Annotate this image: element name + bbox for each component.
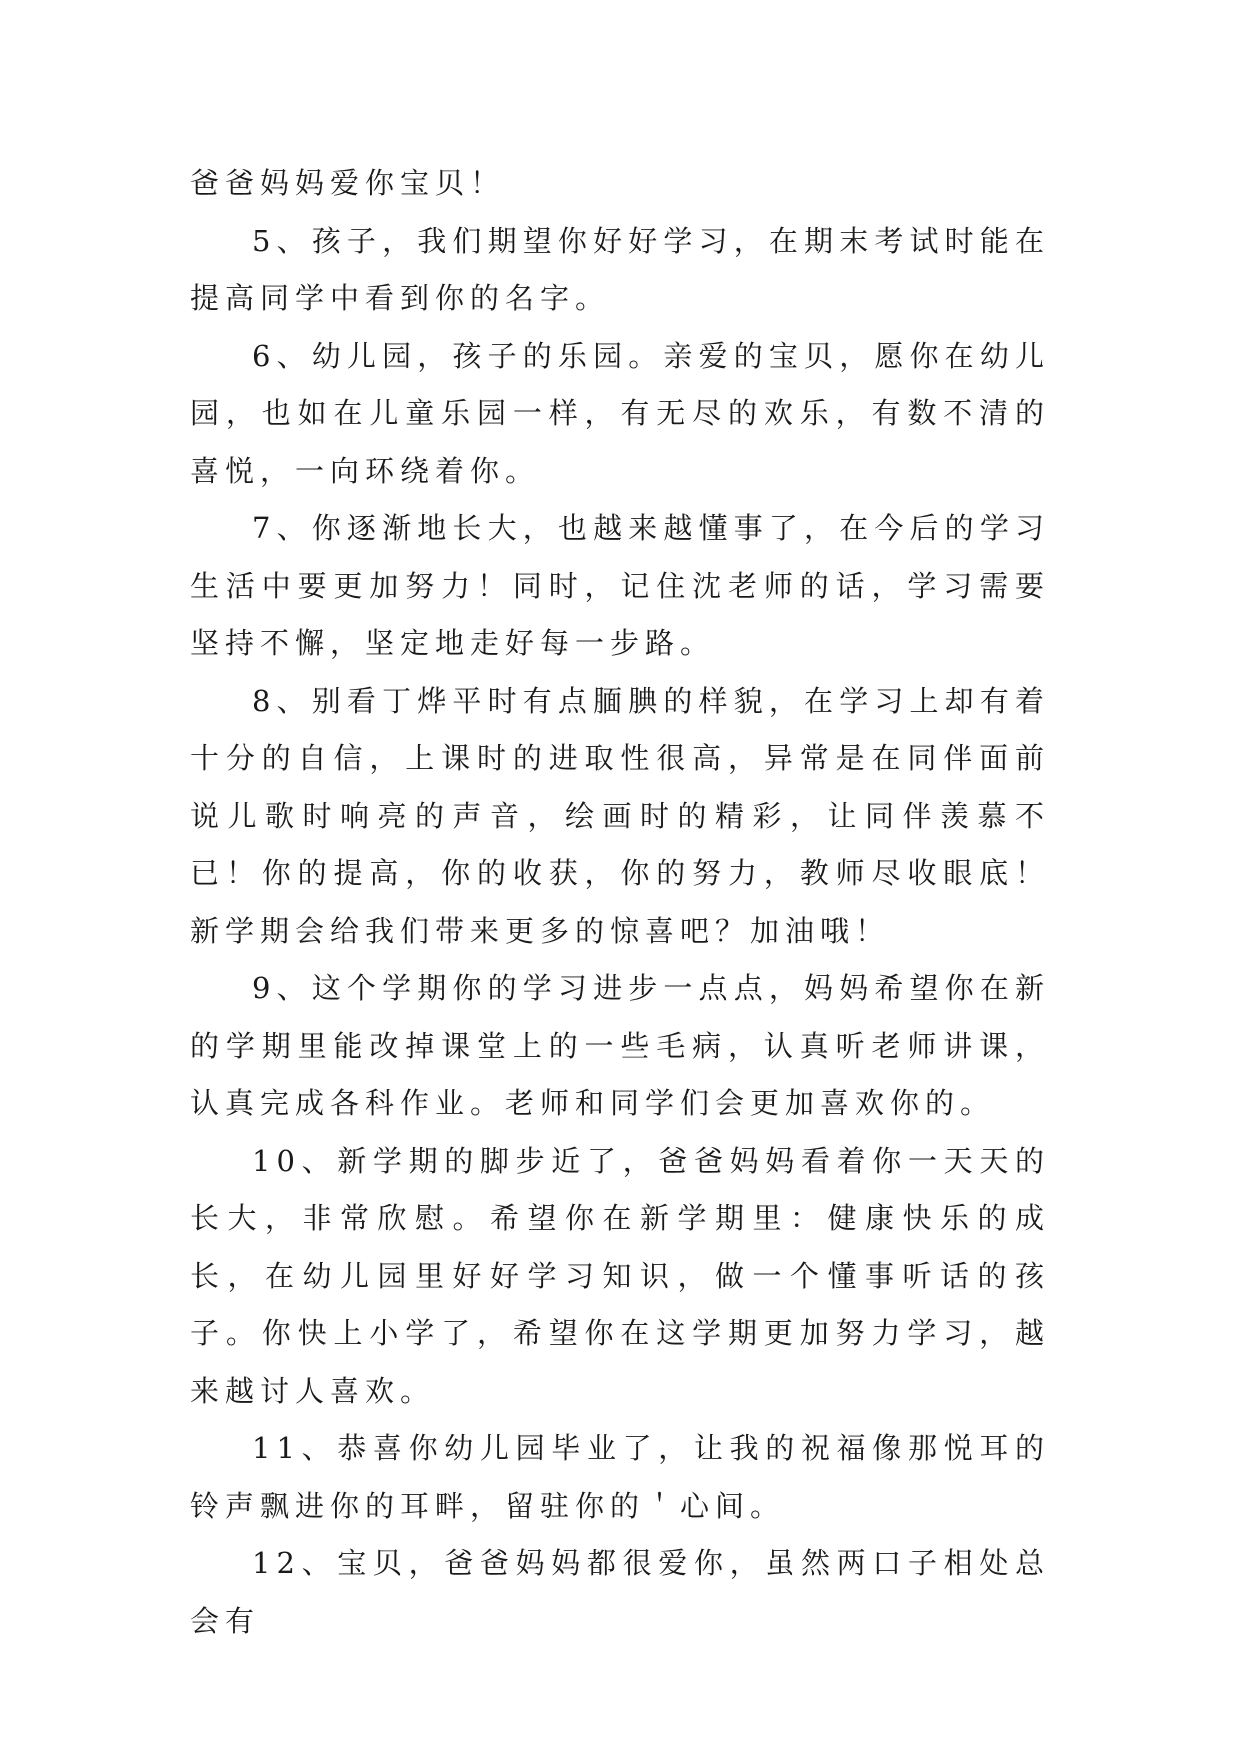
paragraph-5: 5、孩子，我们期望你好好学习，在期末考试时能在提高同学中看到你的名字。: [190, 223, 1050, 315]
paragraph-6: 6、幼儿园，孩子的乐园。亲爱的宝贝，愿你在幼儿园，也如在儿童乐园一样，有无尽的欢乐，有数不清的喜悦，一向环绕着你。: [190, 338, 1050, 488]
document-body: [190, 155, 1050, 1650]
paragraph-9: 9、这个学期你的学习进步一点点，妈妈希望你在新的学期里能改掉课堂上的一些毛病，认真听老师讲课，认真完成各科作业。老师和同学们会更加喜欢你的。: [190, 971, 1050, 1120]
paragraph-7: 7、你逐渐地长大，也越来越懂事了，在今后的学习生活中要更加努力！同时，记住沈老师的话，学习需要坚持不懈，坚定地走好每一步路。: [190, 511, 1050, 660]
paragraph-closing-line: 爸爸妈妈爱你宝贝！: [190, 166, 506, 200]
paragraph-11: 11、恭喜你幼儿园毕业了，让我的祝福像那悦耳的铃声飘进你的耳畔，留驻你的＇心间。: [190, 1431, 1050, 1523]
paragraph-12: 12、宝贝，爸爸妈妈都很爱你，虽然两口子相处总会有: [190, 1546, 1050, 1638]
paragraph-8: 8、别看丁烨平时有点腼腆的样貌，在学习上却有着十分的自信，上课时的进取性很高，异常是在同伴面前说儿歌时响亮的声音，绘画时的精彩，让同伴羡慕不已！你的提高，你的收获，你的努力，教师尽收眼底！新学期会给我们带来更多的惊喜吧？加油哦！: [190, 683, 1050, 948]
paragraph-10: 10、新学期的脚步近了，爸爸妈妈看着你一天天的长大，非常欣慰。希望你在新学期里：健康快乐的成长，在幼儿园里好好学习知识，做一个懂事听话的孩子。你快上小学了，希望你在这学期更加努力学习，越来越讨人喜欢。: [190, 1143, 1050, 1408]
